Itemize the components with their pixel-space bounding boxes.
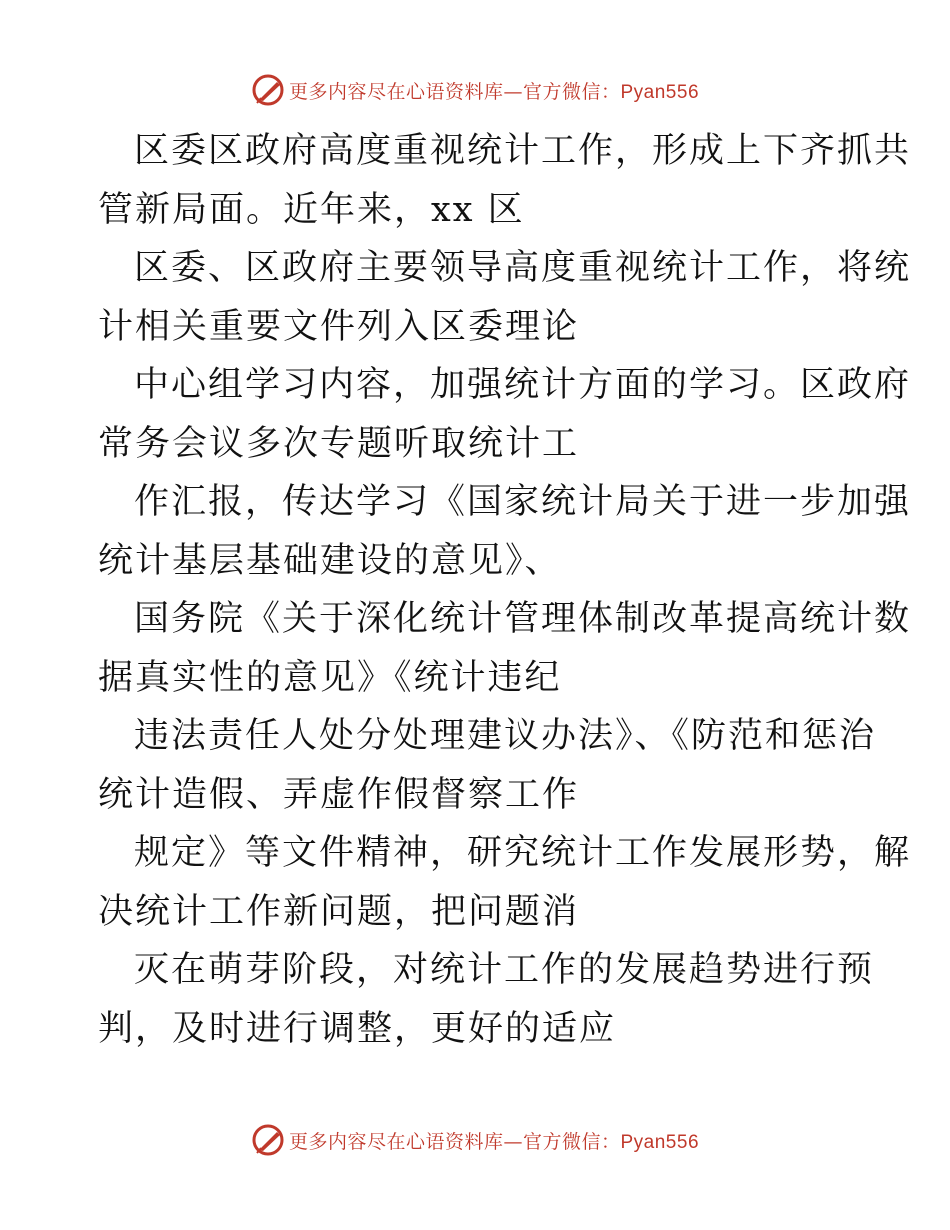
footer-wechat-id: Pyan556	[620, 1131, 700, 1153]
document-body	[98, 122, 912, 1058]
text-line: 据真实性的意见》《统计违纪	[98, 657, 562, 698]
text-line: 管新局面。近年来，xx 区	[98, 189, 525, 230]
text-line: 常务会议多次专题听取统计工	[98, 423, 580, 464]
footer-site-name: 更多内容尽在心语资料库	[288, 1130, 504, 1153]
footer-banner	[0, 1120, 950, 1160]
text-line: 计相关重要文件列入区委理论	[98, 306, 580, 347]
text-line: 国务院《关于深化统计管理体制改革提高统计数	[134, 599, 912, 639]
text-line: 区委区政府高度重视统计工作，形成上下齐抓共	[134, 131, 912, 171]
text-line: 中心组学习内容，加强统计方面的学习。区政府	[134, 365, 912, 405]
text-line: 规定》等文件精神，研究统计工作发展形势，解	[134, 833, 912, 873]
header-banner-text	[289, 77, 699, 104]
header-wechat-label: 官方微信：	[522, 80, 621, 103]
header-site-name: 更多内容尽在心语资料库	[288, 80, 504, 103]
footer-banner-text	[289, 1127, 699, 1154]
text-line: 判，及时进行调整，更好的适应	[98, 1008, 617, 1049]
text-line: 区委、区政府主要领导高度重视统计工作，将统	[134, 248, 912, 288]
text-line: 违法责任人处分处理建议办法》、《防范和惩治	[134, 716, 877, 756]
header-wechat-id: Pyan556	[620, 81, 700, 103]
header-separator: —	[503, 80, 523, 103]
quill-pen-logo-icon	[251, 1123, 285, 1157]
text-line: 统计造假、弄虚作假督察工作	[98, 774, 580, 815]
text-line: 统计基层基础建设的意见》、	[98, 540, 562, 581]
header-banner	[0, 70, 950, 110]
text-line: 作汇报，传达学习《国家统计局关于进一步加强	[134, 482, 912, 522]
footer-wechat-label: 官方微信：	[522, 1130, 621, 1153]
footer-separator: —	[503, 1130, 523, 1153]
quill-pen-logo-icon	[251, 73, 285, 107]
text-line: 决统计工作新问题，把问题消	[98, 891, 580, 932]
text-line: 灭在萌芽阶段，对统计工作的发展趋势进行预	[134, 950, 875, 990]
